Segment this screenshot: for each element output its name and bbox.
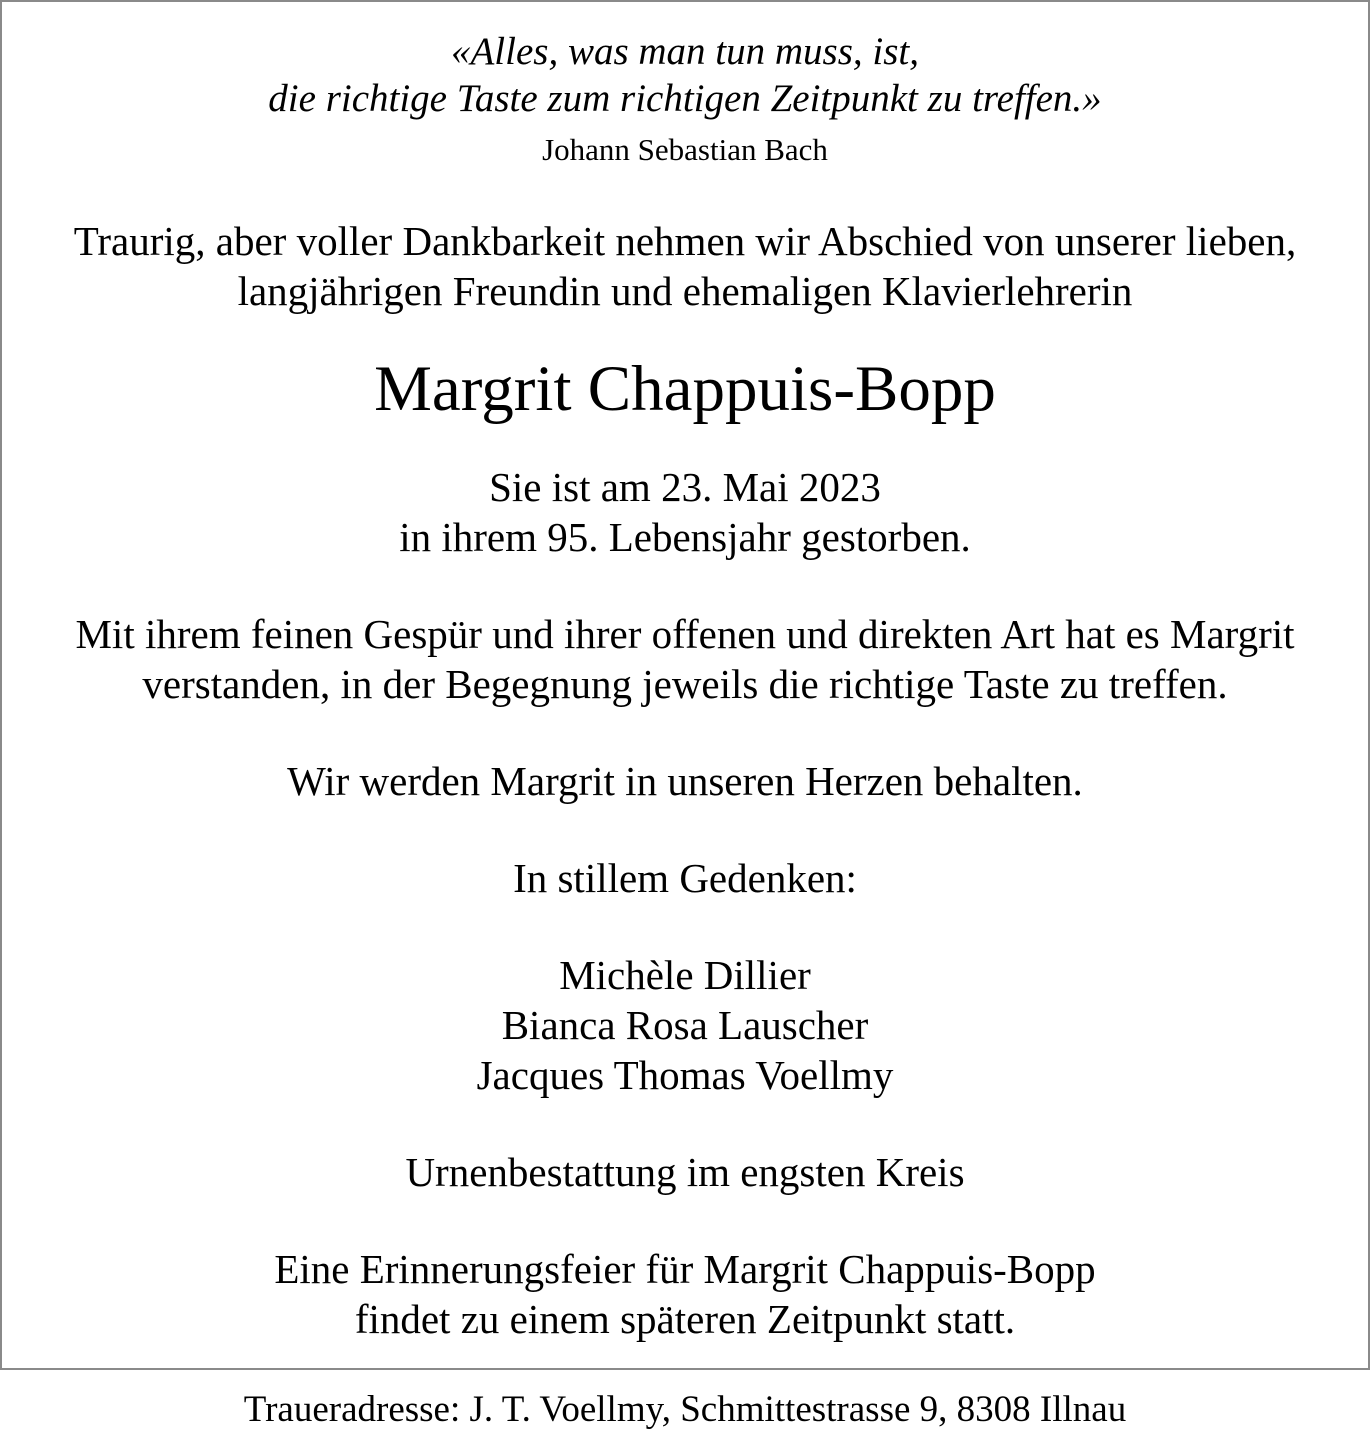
death-info xyxy=(2,462,1368,562)
tribute-line-2: verstanden, in der Begegnung jeweils die richtige Taste zu treffen. xyxy=(142,661,1228,707)
tribute-paragraph xyxy=(2,609,1368,709)
tribute-line-1: Mit ihrem feinen Gespür und ihrer offenen und direkten Art hat es Margrit xyxy=(75,611,1295,657)
mourning-address-line: Traueradresse: J. T. Voellmy, Schmittestrasse 9, 8308 Illnau xyxy=(243,1389,1127,1430)
intro-paragraph xyxy=(2,216,1368,316)
intro-line-1: Traurig, aber voller Dankbarkeit nehmen wir Abschied von unserer lieben, xyxy=(73,218,1297,264)
in-memoriam-label: In stillem Gedenken: xyxy=(513,855,857,901)
death-age-line: in ihrem 95. Lebensjahr gestorben. xyxy=(399,514,971,560)
death-date-line: Sie ist am 23. Mai 2023 xyxy=(489,464,881,510)
mourner-name: Michèle Dillier xyxy=(559,952,811,998)
memorial-line-1: Eine Erinnerungsfeier für Margrit Chappuis-Bopp xyxy=(274,1246,1096,1292)
remembrance-line: Wir werden Margrit in unseren Herzen behalten. xyxy=(287,758,1083,804)
quote-block xyxy=(2,28,1368,122)
quote-line-2: die richtige Taste zum richtigen Zeitpunkt zu treffen.» xyxy=(268,77,1102,120)
memorial-line-2: findet zu einem späteren Zeitpunkt statt. xyxy=(354,1296,1016,1342)
quote-attribution: Johann Sebastian Bach xyxy=(542,132,828,167)
quote-line-1: «Alles, was man tun muss, ist, xyxy=(450,30,920,73)
intro-line-2: langjährigen Freundin und ehemaligen Klavierlehrerin xyxy=(237,268,1133,314)
mourner-name: Bianca Rosa Lauscher xyxy=(501,1002,869,1048)
burial-line: Urnenbestattung im engsten Kreis xyxy=(405,1149,965,1195)
deceased-name: Margrit Chappuis-Bopp xyxy=(374,353,996,425)
mourner-name: Jacques Thomas Voellmy xyxy=(476,1052,894,1098)
memorial-paragraph xyxy=(2,1244,1368,1344)
mourners-list xyxy=(2,950,1368,1100)
obituary-content xyxy=(2,2,1368,1433)
